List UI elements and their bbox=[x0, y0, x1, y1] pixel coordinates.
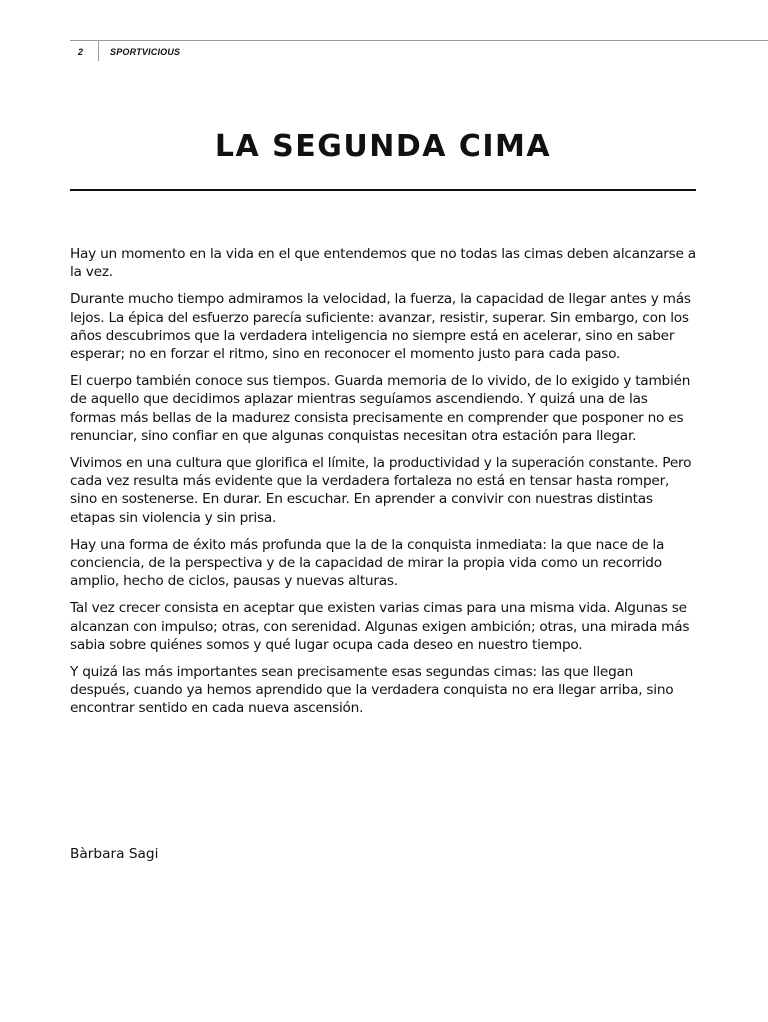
body-paragraph: Vivimos en una cultura que glorifica el límite, la productividad y la superación constante. Pero cada vez resulta más evidente que la verdadera fortaleza no está en tensar hasta romper, sino en sostenerse. En durar. En escuchar. En aprender a convivir con nuestras distintas etapas sin violencia y sin prisa. bbox=[70, 455, 692, 526]
header-divider bbox=[98, 41, 99, 61]
article-body bbox=[70, 245, 696, 727]
body-paragraph: Durante mucho tiempo admiramos la velocidad, la fuerza, la capacidad de llegar antes y más lejos. La épica del esfuerzo parecía suficiente: avanzar, resistir, superar. Sin embargo, con los años descubrimos que la verdadera inteligencia no siempre está en acelerar, sino en saber esperar; no en forzar el ritmo, sino en reconocer el momento justo para cada paso. bbox=[70, 291, 691, 363]
article-title: LA SEGUNDA CIMA bbox=[214, 129, 552, 164]
body-paragraph: El cuerpo también conoce sus tiempos. Guarda memoria de lo vivido, de lo exigido y también de aquello que decidimos aplazar mientras seguíamos ascendiendo. Y quizá una de las formas más bellas de la madurez consista precisamente en comprender que posponer no es renunciar, sino confiar en que algunas conquistas necesitan otra estación para llegar. bbox=[70, 373, 691, 444]
section-name: SPORTVICIOUS bbox=[110, 47, 181, 57]
body-paragraph: Y quizá las más importantes sean precisamente esas segundas cimas: las que llegan después, cuando ya hemos aprendido que la verdadera conquista no era llegar arriba, sino encontrar sentido en cada nueva ascensión. bbox=[70, 664, 674, 717]
page-number: 2 bbox=[78, 47, 84, 57]
author-signature: Bàrbara Sagi bbox=[70, 846, 159, 862]
body-paragraph: Hay una forma de éxito más profunda que la de la conquista inmediata: la que nace de la conciencia, de la perspectiva y de la capacidad de mirar la propia vida como un recorrido amplio, hecho de ciclos, pausas y nuevas alturas. bbox=[70, 536, 665, 590]
body-paragraph: Hay un momento en la vida en el que entendemos que no todas las cimas deben alcanzarse a la vez. bbox=[70, 246, 696, 281]
running-header bbox=[70, 40, 768, 63]
body-paragraph: Tal vez crecer consista en aceptar que existen varias cimas para una misma vida. Algunas se alcanzan con impulso; otras, con serenidad. Algunas exigen ambición; otras, una mirada más sabia sobre quiénes somos y qué lugar ocupa cada deseo en nuestro tiempo. bbox=[70, 600, 690, 653]
title-rule bbox=[70, 189, 696, 191]
